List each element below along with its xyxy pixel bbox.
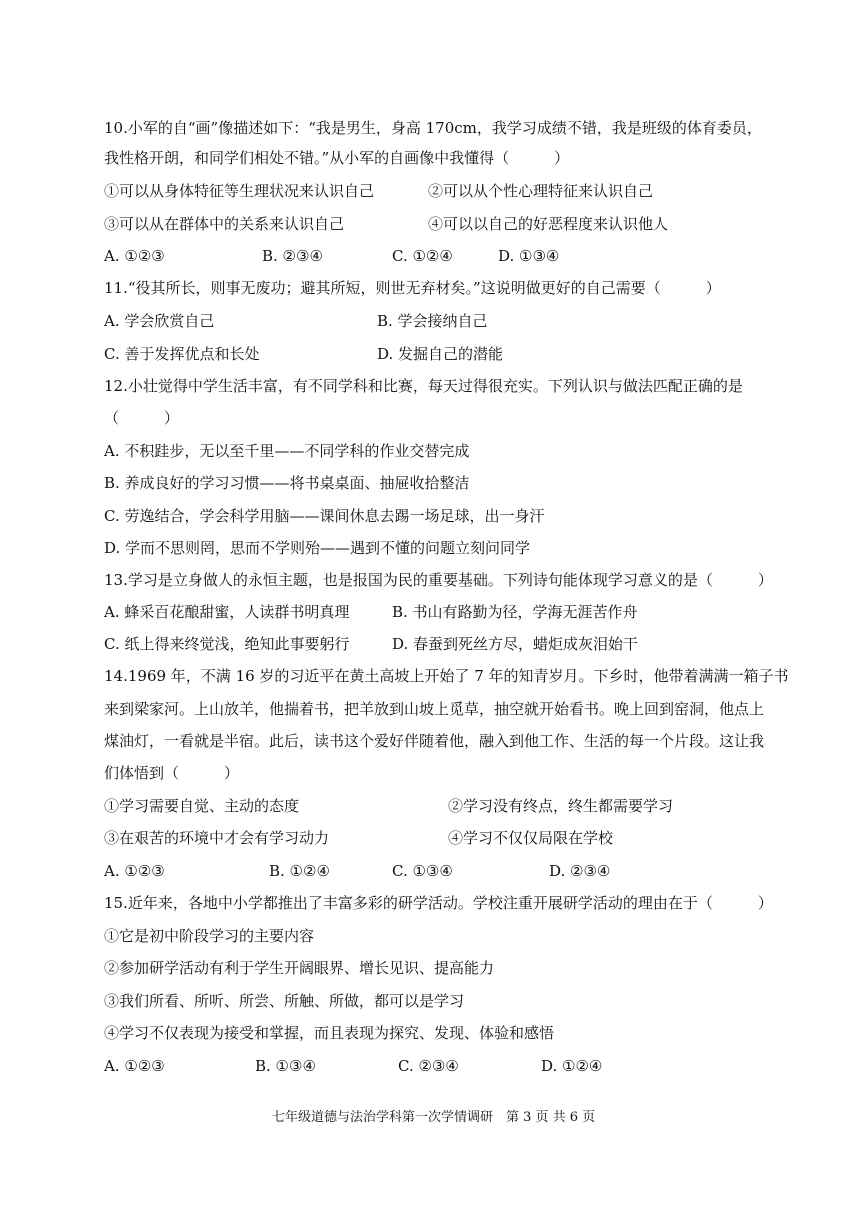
- q14-option-d: D. ②③④: [549, 862, 611, 880]
- q10-statement-4: ④可以以自己的好恶程度来认识他人: [428, 215, 669, 233]
- q14-stem-line4: 们体悟到（ ）: [104, 764, 240, 782]
- q11-option-d: D. 发掘自己的潜能: [377, 345, 504, 363]
- q10-option-b: B. ②③④: [262, 247, 323, 265]
- q14-statement-3: ③在艰苦的环境中才会有学习动力: [104, 829, 330, 847]
- q12-option-b: B. 养成良好的学习习惯——将书桌桌面、抽屉收拾整洁: [104, 474, 470, 492]
- q10-option-c: C. ①②④: [392, 247, 453, 265]
- q15-stem: 15.近年来，各地中小学都推出了丰富多彩的研学活动。学校注重开展研学活动的理由在于（ ）: [104, 894, 773, 912]
- q15-option-d: D. ①②④: [541, 1057, 603, 1075]
- q10-stem-line2: 我性格开朗，和同学们相处不错。”从小军的自画像中我懂得（ ）: [104, 149, 570, 167]
- q15-option-c: C. ②③④: [398, 1057, 459, 1075]
- q15-option-a: A. ①②③: [104, 1057, 165, 1075]
- q14-option-a: A. ①②③: [104, 862, 165, 880]
- q10-statement-3: ③可以从在群体中的关系来认识自己: [104, 215, 345, 233]
- q13-option-a: A. 蜂采百花酿甜蜜，人读群书明真理: [104, 603, 350, 621]
- q10-stem-line1: 10.小军的自“画”像描述如下：“我是男生，身高 170cm，我学习成绩不错，我是班级的体育委员，: [104, 119, 762, 137]
- q14-statement-1: ①学习需要自觉、主动的态度: [104, 797, 300, 815]
- page-footer: 七年级道德与法治学科第一次学情调研 第 3 页 共 6 页: [272, 1110, 596, 1125]
- q12-option-d: D. 学而不思则罔，思而不学则殆——遇到不懂的问题立刻问同学: [104, 539, 531, 557]
- q15-statement-3: ③我们所看、所听、所尝、所触、所做，都可以是学习: [104, 992, 465, 1010]
- q14-statement-4: ④学习不仅仅局限在学校: [448, 829, 614, 847]
- q12-option-a: A. 不积跬步，无以至千里——不同学科的作业交替完成: [104, 442, 470, 460]
- q13-option-b: B. 书山有路勤为径，学海无涯苦作舟: [392, 603, 638, 621]
- q11-option-a: A. 学会欣赏自己: [104, 312, 215, 330]
- q10-statement-2: ②可以从个性心理特征来认识自己: [428, 182, 654, 200]
- q14-option-c: C. ①③④: [392, 862, 453, 880]
- q15-statement-4: ④学习不仅表现为接受和掌握，而且表现为探究、发现、体验和感悟: [104, 1024, 555, 1042]
- q15-statement-2: ②参加研学活动有利于学生开阔眼界、增长见识、提高能力: [104, 959, 495, 977]
- q13-stem: 13.学习是立身做人的永恒主题，也是报国为民的重要基础。下列诗句能体现学习意义的是（ ）: [104, 571, 773, 589]
- q11-option-c: C. 善于发挥优点和长处: [104, 345, 260, 363]
- q13-option-d: D. 春蚕到死丝方尽，蜡炬成灰泪始干: [392, 635, 639, 653]
- q10-option-a: A. ①②③: [104, 247, 165, 265]
- q13-option-c: C. 纸上得来终觉浅，绝知此事要躬行: [104, 635, 350, 653]
- q14-option-b: B. ①②④: [269, 862, 330, 880]
- q12-stem-line1: 12.小壮觉得中学生活丰富，有不同学科和比赛，每天过得很充实。下列认识与做法匹配正确的是: [104, 377, 743, 395]
- q14-stem-line1: 14.1969 年，不满 16 岁的习近平在黄土高坡上开始了 7 年的知青岁月。下乡时，他带着满满一箱子书: [104, 667, 789, 685]
- q15-option-b: B. ①③④: [255, 1057, 316, 1075]
- q10-statement-1: ①可以从身体特征等生理状况来认识自己: [104, 182, 375, 200]
- q11-option-b: B. 学会接纳自己: [377, 312, 488, 330]
- q14-stem-line2: 来到梁家河。上山放羊，他揣着书，把羊放到山坡上觅草，抽空就开始看书。晚上回到窑洞，他点上: [104, 700, 765, 718]
- q12-option-c: C. 劳逸结合，学会科学用脑——课间休息去踢一场足球，出一身汗: [104, 507, 545, 525]
- q12-stem-line2: （ ）: [104, 409, 180, 427]
- q15-statement-1: ①它是初中阶段学习的主要内容: [104, 927, 315, 945]
- q11-stem: 11.“役其所长，则事无废功；避其所短，则世无弃材矣。”这说明做更好的自己需要（ ）: [104, 279, 721, 297]
- q14-stem-line3: 煤油灯，一看就是半宿。此后，读书这个爱好伴随着他，融入到他工作、生活的每一个片段。这让我: [104, 732, 765, 750]
- q14-statement-2: ②学习没有终点，终生都需要学习: [448, 797, 674, 815]
- q10-option-d: D. ①③④: [498, 247, 560, 265]
